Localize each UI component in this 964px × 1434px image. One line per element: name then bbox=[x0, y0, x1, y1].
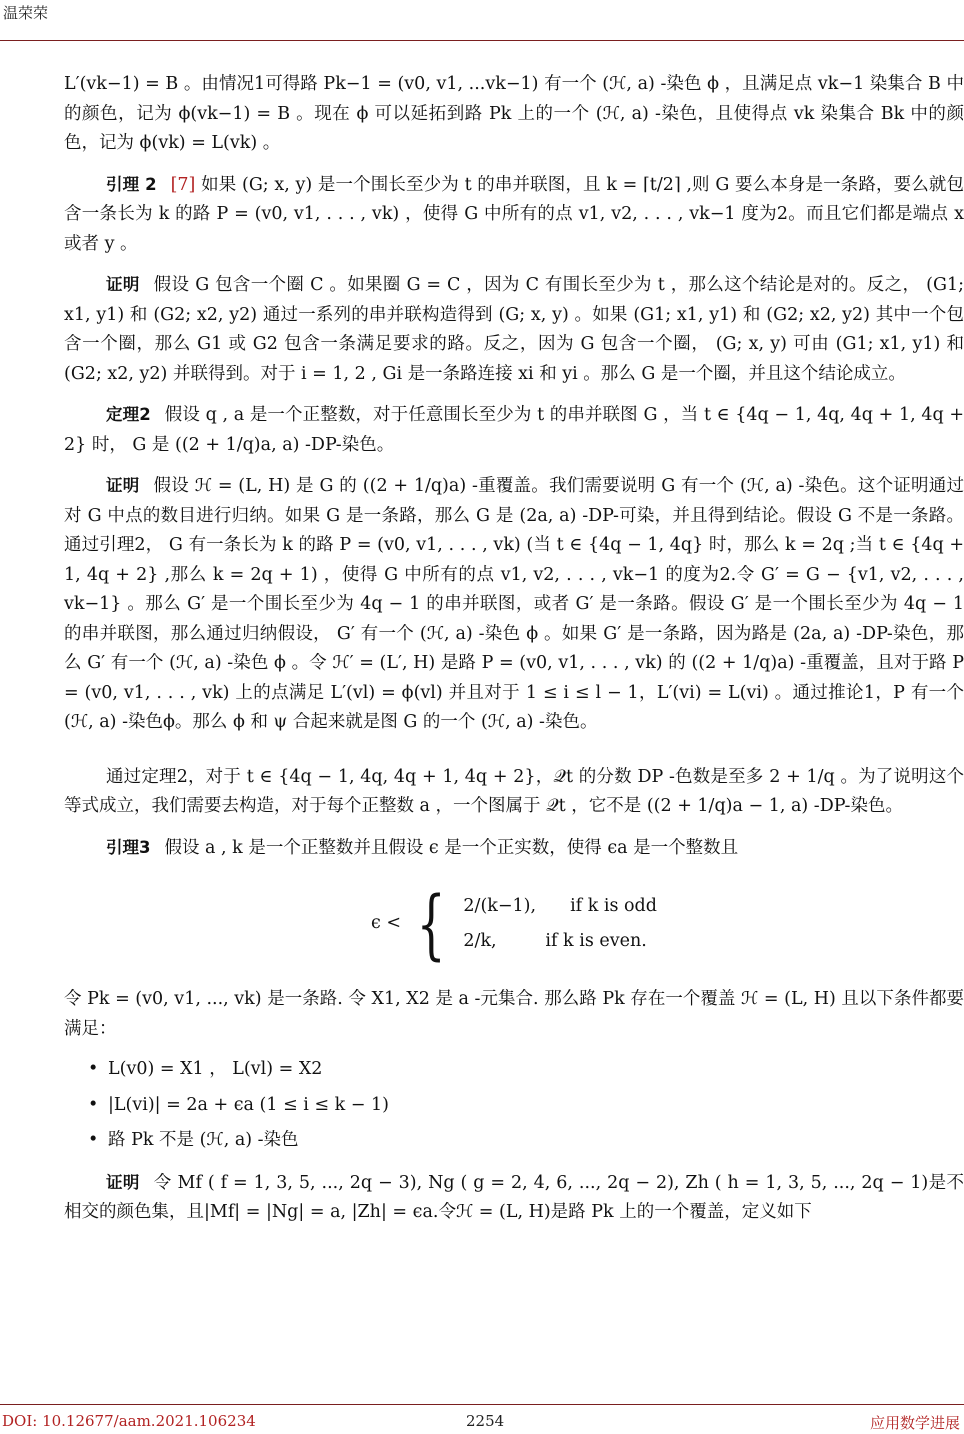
case-row bbox=[463, 892, 657, 922]
lemma-3-text: 假设 a , k 是一个正整数并且假设 ϵ 是一个正实数，使得 ϵa 是一个整数且 bbox=[164, 837, 739, 858]
list-item: • |L(vi)| = 2a + ϵa (1 ≤ i ≤ k − 1) bbox=[92, 1091, 964, 1121]
proof-lemma-2 bbox=[64, 270, 964, 389]
case-condition: if k is even. bbox=[545, 931, 647, 951]
case-rows bbox=[463, 892, 657, 957]
citation-link[interactable]: [7] bbox=[170, 174, 196, 195]
header-rule bbox=[0, 40, 964, 41]
proof-text: 假设 ℋ = (L, H) 是 G 的 ((2 + 1/q)a) -重覆盖。我们需要说明 G 有一个 (ℋ, a) -染色。这个证明通过对 G 中点的数目进行归纳。如果 G 是一条路，那么 G 是 (2a, a) -DP-可染，并且得到结论。假设 G 不是一条路。通过引理2， G 有一条长为 k 的路 P = (v0, v1, . . . , vk) (当 t ∈ {4q − 1, 4q} 时，那么 k = 2q ;当 t ∈ {4q + 1, 4q + 2} ,那么 k = 2q + 1) ，使得 G 中所有的点 v1, v2, . . . , vk−1 的度为2.令 G′ = G − {v1, v2, . . . , vk−1} 。那么 G′ 是一个围长至少为 4q − 1 的串并联图，或者 G′ 是一条路。假设 G′ 是一个围长至少为 4q − 1 的串并联图，那么通过归纳假设， G′ 有一个 (ℋ, a) -染色 ϕ 。如果 G′ 是一条路，因为路是 (2a, a) -DP-染色，那么 G′ 有一个 (ℋ, a) -染色 ϕ 。令 ℋ′ = (L′, H) 是路 P = (v0, v1, . . . , vk) 的 ((2 + 1/q)a) -重覆盖，且对于路 P = (v0, v1, . . . , vk) 上的点满足 L′(vl) = ϕ(vl) 并且对于 1 ≤ i ≤ l − 1，L′(vi) = L(vi) 。通过推论1，P 有一个 (ℋ, a) -染色ϕ。那么 ϕ 和 ψ 合起来就是图 G 的一个 (ℋ, a) -染色。 bbox=[64, 476, 964, 732]
proof-label: 证明 bbox=[106, 1172, 140, 1192]
case-row bbox=[463, 927, 657, 957]
theorem-2 bbox=[64, 400, 964, 460]
proof-text: 假设 G 包含一个圈 C 。如果圈 G = C ，因为 C 有围长至少为 t ，那么这个结论是对的。反之， (G1; x1, y1) 和 (G2; x2, y2) 通过一系列的串并联构造得到 (G; x, y) 。如果 (G1; x1, y1) 和 (G2; x2, y2) 其中一个包含一个圈，那么 G1 或 G2 包含一条满足要求的路。反之，因为 G 包含一个圈， (G; x, y) 可由 (G1; x1, y1) 和 (G2; x2, y2) 并联得到。对于 i = 1, 2 , Gi 是一条路连接 xi 和 yi 。那么 G 是一个圈，并且这个结论成立。 bbox=[64, 275, 964, 384]
lemma-2-text: 如果 (G; x, y) 是一个围长至少为 t 的串并联图，且 k = ⌈t/2⌉ ,则 G 要么本身是一条路，要么就包含一条长为 k 的路 P = (v0, v1, . . . , vk) ，使得 G 中所有的点 v1, v2, . . . , vk−1 度为2。而且它们都是端点 x 或者 y 。 bbox=[64, 174, 964, 254]
lemma-2 bbox=[64, 170, 964, 260]
doi-link[interactable]: DOI: 10.12677/aam.2021.106234 bbox=[2, 1412, 256, 1430]
proof-lemma-3 bbox=[64, 1168, 964, 1228]
proof-label: 证明 bbox=[106, 275, 140, 294]
condition-list bbox=[64, 1055, 964, 1156]
theorem-2-text: 假设 q , a 是一个正整数，对于任意围长至少为 t 的串并联图 G ，当 t ∈ {4q − 1, 4q, 4q + 1, 4q + 2} 时， G 是 ((2 + 1/q)a, a) -DP-染色。 bbox=[64, 405, 964, 455]
list-item: • L(v0) = X1 ， L(vl) = X2 bbox=[92, 1055, 964, 1085]
proof-label: 证明 bbox=[106, 476, 140, 495]
case-value: 2/k, bbox=[463, 931, 497, 951]
path-paragraph: 令 Pk = (v0, v1, ..., vk) 是一条路. 令 X1, X2 是 a -元集合. 那么路 Pk 存在一个覆盖 ℋ = (L, H) 且以下条件都要满足： bbox=[64, 989, 964, 1039]
running-head-author: 温荣荣 bbox=[3, 4, 49, 22]
case-value: 2/(k−1), bbox=[463, 895, 537, 916]
piecewise-equation bbox=[64, 879, 964, 969]
brace-symbol: { bbox=[416, 879, 446, 968]
page-body bbox=[64, 70, 964, 1239]
lemma-3 bbox=[64, 833, 964, 864]
proof-text: 令 Mf ( f = 1, 3, 5, ..., 2q − 3), Ng ( g = 2, 4, 6, ..., 2q − 2), Zh ( h = 1, 3, 5, ..., 2q − 1)是不相交的颜色集，且|Mf| = |Ng| = a, |Zh| = ϵa.令ℋ = (L, H)是路 Pk 上的一个覆盖，定义如下 bbox=[64, 1172, 964, 1222]
lemma-2-label: 引理 2 bbox=[106, 174, 157, 194]
page-number: 2254 bbox=[466, 1412, 505, 1430]
continued-paragraph: L′(vk−1) = B 。由情况1可得路 Pk−1 = (v0, v1, ...vk−1) 有一个 (ℋ, a) -染色 ϕ ，且满足点 vk−1 染集合 B 中的颜色，记为 ϕ(vk−1) = B 。现在 ϕ 可以延拓到路 Pk 上的一个 (ℋ, a) -染色，且使得点 vk 染集合 Bk 中的颜色，记为 ϕ(vk) = L(vk) 。 bbox=[64, 74, 964, 153]
theorem-2-label: 定理2 bbox=[106, 405, 151, 424]
equation-lhs: ϵ < bbox=[371, 913, 402, 934]
list-item: • 路 Pk 不是 (ℋ, a) -染色 bbox=[92, 1126, 964, 1156]
footer-rule bbox=[0, 1404, 964, 1405]
case-condition: if k is odd bbox=[570, 895, 657, 916]
spacer bbox=[64, 749, 964, 763]
lemma-3-label: 引理3 bbox=[106, 837, 151, 857]
journal-link[interactable]: 应用数学进展 bbox=[869, 1414, 960, 1432]
dp-paragraph: 通过定理2，对于 t ∈ {4q − 1, 4q, 4q + 1, 4q + 2}，𝒬t 的分数 DP -色数是至多 2 + 1/q 。为了说明这个等式成立，我们需要去构造，对于每个正整数 a ，一个图属于 𝒬t ，它不是 ((2 + 1/q)a − 1, a) -DP-染色。 bbox=[64, 766, 964, 816]
proof-theorem-2 bbox=[64, 471, 964, 738]
